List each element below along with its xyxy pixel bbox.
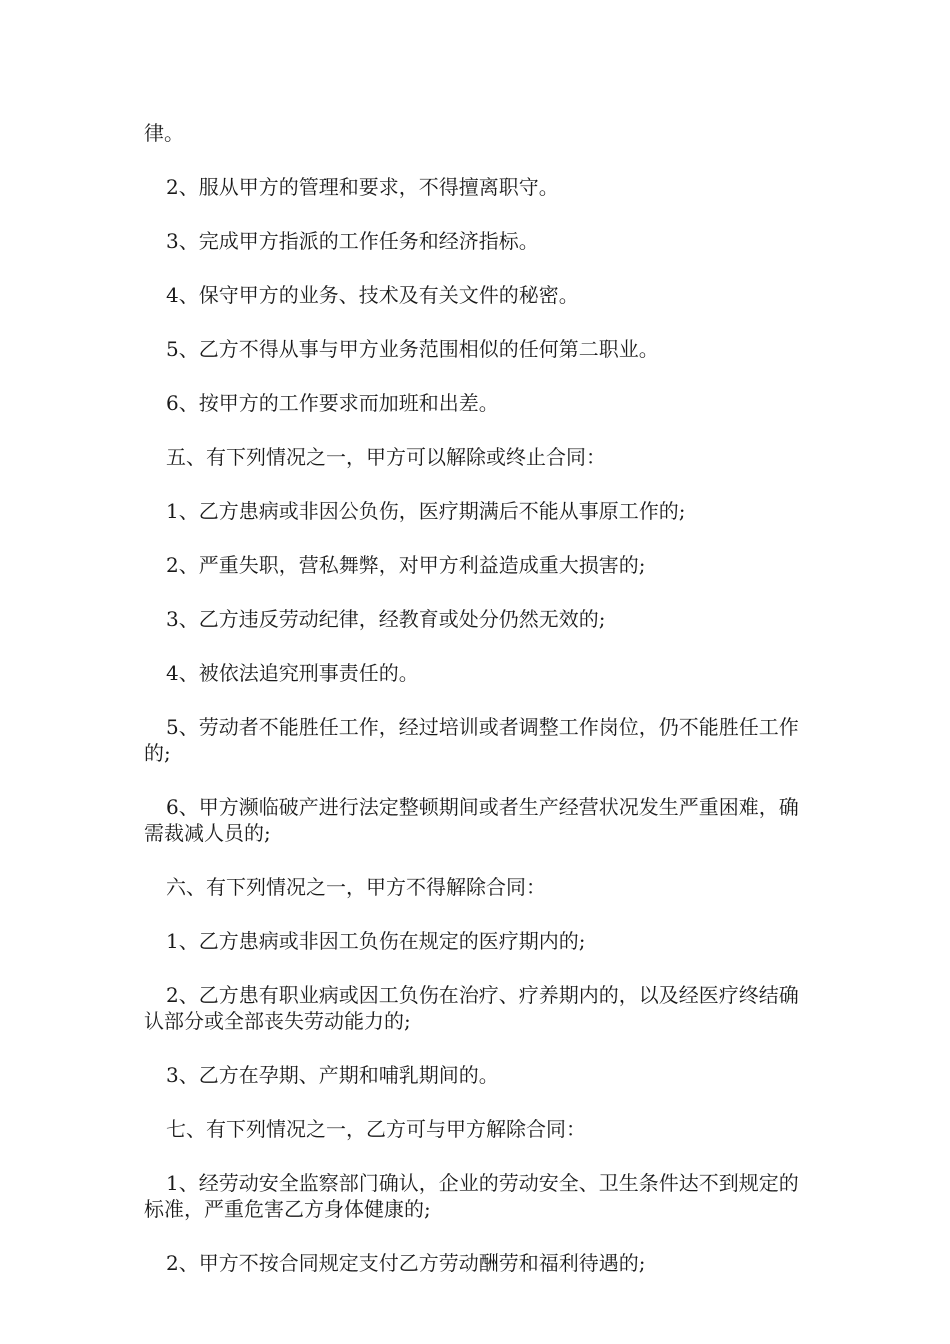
paragraph-5-4: 4、被依法追究刑事责任的。 xyxy=(166,661,419,685)
paragraph-5-3: 3、乙方违反劳动纪律，经教育或处分仍然无效的; xyxy=(166,607,606,631)
paragraph-6-1: 1、乙方患病或非因工负伤在规定的医疗期内的; xyxy=(166,929,586,953)
paragraph-5-6: 6、甲方濒临破产进行法定整顿期间或者生产经营状况发生严重困难，确需裁减人员的; xyxy=(144,795,799,845)
paragraph-duty-6: 6、按甲方的工作要求而加班和出差。 xyxy=(166,391,499,415)
paragraph-7-2: 2、甲方不按合同规定支付乙方劳动酬劳和福利待遇的; xyxy=(166,1251,646,1275)
paragraph-duty-3: 3、完成甲方指派的工作任务和经济指标。 xyxy=(166,229,539,253)
paragraph-duty-5: 5、乙方不得从事与甲方业务范围相似的任何第二职业。 xyxy=(166,337,659,361)
paragraph-5-5: 5、劳动者不能胜任工作，经过培训或者调整工作岗位，仍不能胜任工作的; xyxy=(144,715,799,765)
section-heading-6: 六、有下列情况之一，甲方不得解除合同： xyxy=(166,875,546,899)
paragraph-5-1: 1、乙方患病或非因公负伤，医疗期满后不能从事原工作的; xyxy=(166,499,686,523)
paragraph-continuation: 律。 xyxy=(144,121,184,145)
section-heading-7: 七、有下列情况之一，乙方可与甲方解除合同： xyxy=(166,1117,586,1141)
paragraph-6-2: 2、乙方患有职业病或因工负伤在治疗、疗养期内的，以及经医疗终结确认部分或全部丧失劳动能力的; xyxy=(144,983,799,1033)
paragraph-7-1: 1、经劳动安全监察部门确认，企业的劳动安全、卫生条件达不到规定的标准，严重危害乙方身体健康的; xyxy=(144,1171,799,1221)
paragraph-duty-4: 4、保守甲方的业务、技术及有关文件的秘密。 xyxy=(166,283,579,307)
paragraph-6-3: 3、乙方在孕期、产期和哺乳期间的。 xyxy=(166,1063,499,1087)
paragraph-5-2: 2、严重失职，营私舞弊，对甲方利益造成重大损害的; xyxy=(166,553,646,577)
section-heading-5: 五、有下列情况之一，甲方可以解除或终止合同： xyxy=(166,445,606,469)
paragraph-duty-2: 2、服从甲方的管理和要求，不得擅离职守。 xyxy=(166,175,559,199)
document-page xyxy=(144,120,810,1304)
